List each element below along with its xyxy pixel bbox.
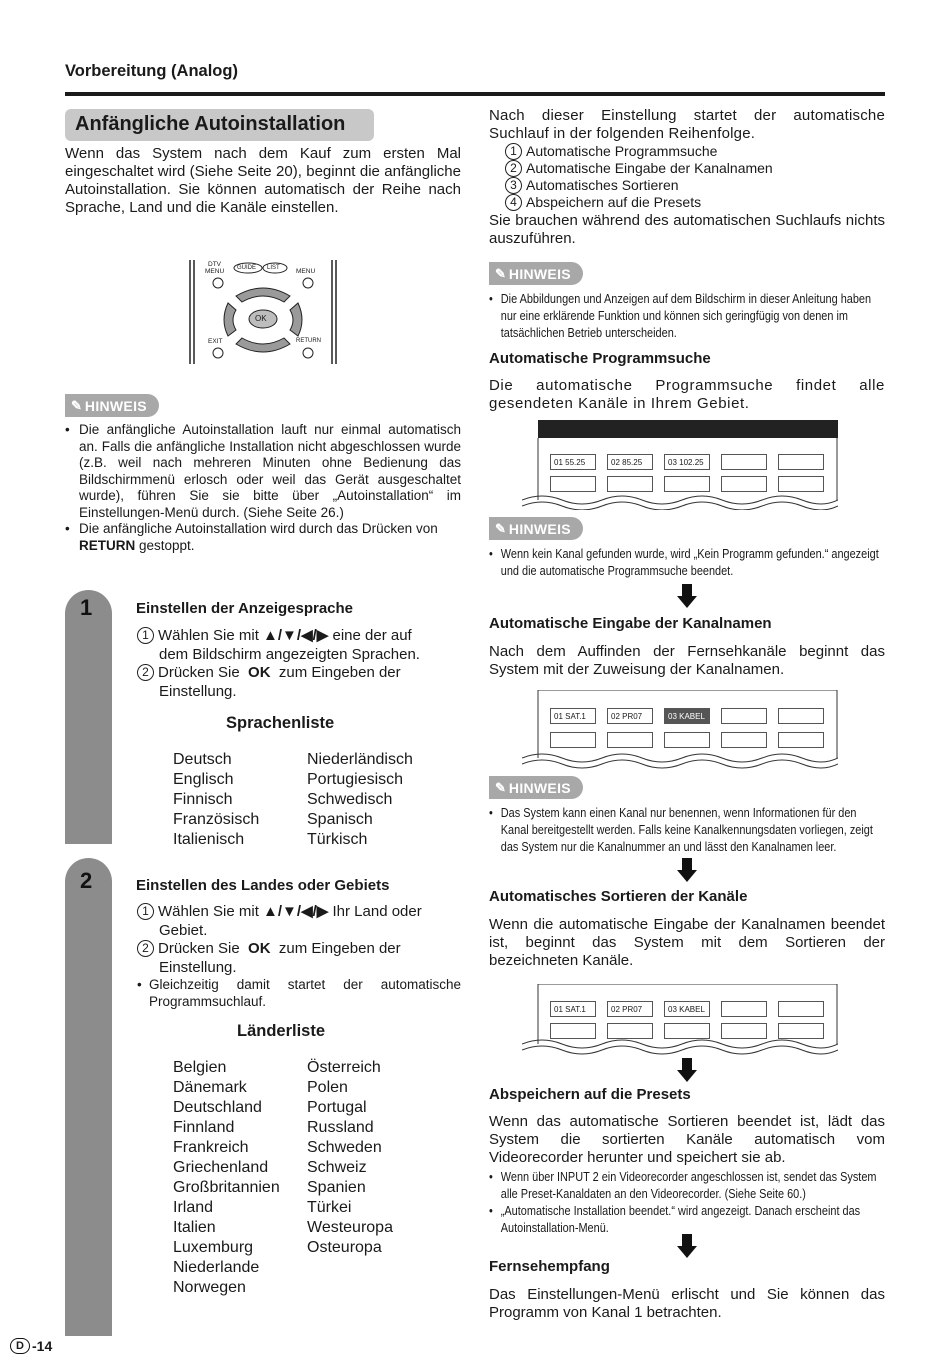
channel-cell: [664, 732, 710, 748]
channel-cell: 03 102.25: [664, 454, 710, 470]
channel-cell: [607, 1023, 653, 1039]
channel-cell: [664, 476, 710, 492]
hinweis-badge-right-1: ✎ HINWEIS: [489, 262, 583, 285]
list-item: Türkei: [307, 1199, 352, 1216]
s1-text: Die automatische Programmsuche findet alle gesendeten Kanäle in Ihrem Gebiet.: [489, 377, 885, 412]
language-list-col1: [173, 750, 259, 850]
channel-cell: 02 85.25: [607, 454, 653, 470]
hinweis-badge-right-2: ✎ HINWEIS: [489, 517, 583, 540]
note-left-item-1: • Die anfängliche Autoinstallation lauft nur einmal automatisch an. Falls die anfängliche Installation nicht abgeschlossen wurde (z.B. weil nach mehreren Minuten ohne Bedienung das Bildschirmmenü erlosch oder weil das Gerät ausgeschaltet wurde), führen Sie sie bitte über „Autoinstallation“ im Einstellungen-Menü durch. (Siehe Seite 26.): [65, 422, 461, 520]
screen-frame: [522, 984, 838, 1056]
s3-heading: Automatisches Sortieren der Kanäle: [489, 888, 748, 905]
paperclip-icon: ✎: [495, 265, 506, 281]
step1-heading: Einstellen der Anzeigesprache: [136, 600, 354, 617]
s4-text: Wenn das automatische Sortieren beendet ist, lädt das System die sortierten Kanäle automatisch vom Videorecorder herunter und speichert sie ab.: [489, 1113, 885, 1166]
list-item: Luxemburg: [173, 1239, 254, 1256]
channel-cell: [721, 476, 767, 492]
list-item: Norwegen: [173, 1279, 246, 1296]
s5-text: Das Einstellungen-Menü erlischt und Sie können das Programm von Kanal 1 betrachten.: [489, 1286, 885, 1321]
step1-instructions: [137, 627, 461, 701]
list-item: Großbritannien: [173, 1179, 280, 1196]
screen-programmsuche: [522, 420, 838, 510]
step1-line1-cont: dem Bildschirm angezeigten Sprachen.: [159, 645, 420, 663]
sequence-item: 1 Automatische Programmsuche: [505, 143, 773, 160]
list-item: Spanisch: [307, 811, 373, 828]
list-item: Deutsch: [173, 751, 232, 768]
list-item: Englisch: [173, 771, 234, 788]
paperclip-icon: ✎: [495, 520, 506, 536]
channel-cell: 01 55.25: [550, 454, 596, 470]
list-item: Russland: [307, 1119, 374, 1136]
channel-cell: [778, 454, 824, 470]
list-item: Schwedisch: [307, 791, 393, 808]
channel-cell: 02 PR07: [607, 708, 653, 724]
remote-list-label: LIST: [267, 265, 280, 271]
page-letter: D: [10, 1338, 30, 1354]
channel-cell: [664, 1023, 710, 1039]
intro-text: Wenn das System nach dem Kauf zum ersten Mal eingeschaltet wird (Siehe Seite 20), beginnt die anfängliche Autoinstallation. Sie können automatisch der Reihe nach Sprache, Land und die Kanäle einstellen.: [65, 145, 461, 216]
right-intro: Nach dieser Einstellung startet der automatische Suchlauf in der folgenden Reihenfolge.: [489, 107, 885, 142]
step1-line1: 1 Wählen Sie mit ▲/▼/◀/▶ eine der auf: [137, 627, 461, 646]
arrow-down-icon: [677, 1058, 697, 1082]
step2-line2: 2 Drücken Sie OK zum Eingeben der: [137, 940, 461, 959]
arrow-down-icon: [677, 1234, 697, 1258]
channel-cell: [778, 476, 824, 492]
s2-text: Nach dem Auffinden der Fernsehkanäle beginnt das System mit der Zuweisung der Kanalnamen.: [489, 643, 885, 678]
step2-heading: Einstellen des Landes oder Gebiets: [136, 877, 390, 894]
channel-cell: [550, 476, 596, 492]
circled-2: 2: [137, 664, 154, 681]
circled-1: 1: [137, 903, 154, 920]
list-item: Niederländisch: [307, 751, 413, 768]
remote-guide-label: GUIDE: [237, 265, 257, 271]
list-item: Portugiesisch: [307, 771, 404, 788]
hinweis-badge-left: ✎ HINWEIS: [65, 394, 159, 417]
step2-line2-cont: Einstellung.: [159, 958, 237, 976]
channel-cell: [721, 708, 767, 724]
channel-cell: [778, 732, 824, 748]
channel-cell: 02 PR07: [607, 1001, 653, 1017]
list-item: Osteuropa: [307, 1239, 382, 1256]
channel-cell: [721, 1001, 767, 1017]
list-item: Finnisch: [173, 791, 233, 808]
country-list-col2: [307, 1058, 393, 1258]
channel-cell: [778, 708, 824, 724]
list-item: Belgien: [173, 1059, 227, 1076]
list-item: Schweden: [307, 1139, 382, 1156]
list-item: Griechenland: [173, 1159, 269, 1176]
remote-illustration: [188, 258, 338, 366]
step2-bullet: • Gleichzeitig damit startet der automatische Programmsuchlauf.: [137, 977, 461, 1009]
channel-cell: [721, 1023, 767, 1039]
list-item: Finnland: [173, 1119, 235, 1136]
circled-1: 1: [137, 627, 154, 644]
remote-menu-left-label: MENU: [205, 268, 225, 275]
list-item: Portugal: [307, 1099, 367, 1116]
remote-return-label: RETURN: [296, 338, 321, 344]
list-item: Frankreich: [173, 1139, 249, 1156]
screen-kanalnamen: [522, 690, 838, 770]
list-item: Irland: [173, 1199, 214, 1216]
header-rule: [65, 92, 885, 96]
s2-heading: Automatische Eingabe der Kanalnamen: [489, 615, 772, 632]
channel-cell: [607, 476, 653, 492]
circled-2: 2: [137, 940, 154, 957]
channel-cell: [607, 732, 653, 748]
channel-cell: 03 KABEL: [664, 1001, 710, 1017]
list-item: Türkisch: [307, 831, 368, 848]
step2-line1-cont: Gebiet.: [159, 921, 208, 939]
step2-instructions: [137, 903, 461, 977]
list-item: Schweiz: [307, 1159, 367, 1176]
sequence-item: 4 Abspeichern auf die Presets: [505, 194, 773, 211]
page-number: [10, 1338, 52, 1354]
sequence-list: [505, 143, 773, 211]
list-item: Niederlande: [173, 1259, 260, 1276]
list-item: Westeuropa: [307, 1219, 393, 1236]
screen-sortieren: [522, 984, 838, 1056]
s3-text: Wenn die automatische Eingabe der Kanalnamen beendet ist, beginnt das System mit dem Sortieren der bezeichneten Kanäle.: [489, 916, 885, 969]
paperclip-icon: ✎: [495, 779, 506, 795]
page-number-text: -14: [32, 1338, 53, 1354]
note-left: [65, 422, 461, 554]
s1-heading: Automatische Programmsuche: [489, 350, 711, 367]
section-header: Vorbereitung (Analog): [65, 62, 238, 80]
hinweis-badge-right-3: ✎ HINWEIS: [489, 776, 583, 799]
channel-cell: [778, 1023, 824, 1039]
list-item: Italien: [173, 1219, 216, 1236]
country-list-title: Länderliste: [237, 1022, 326, 1040]
s4-bullets: • Wenn über INPUT 2 ein Videorecorder angeschlossen ist, sendet das System alle Preset-Kanaldaten an den Videorecorder. (Siehe Seite 60.) • „Automatische Installation beendet.“ wird angezeigt. Danach erscheint das Autoinstallation-Menü.: [489, 1169, 877, 1235]
screen-frame: [522, 690, 838, 770]
channel-cell: [550, 732, 596, 748]
sequence-item: 3 Automatisches Sortieren: [505, 177, 773, 194]
channel-cell: 01 SAT.1: [550, 1001, 596, 1017]
channel-cell: 01 SAT.1: [550, 708, 596, 724]
list-item: Italienisch: [173, 831, 245, 848]
channel-cell-selected: 03 KABEL: [664, 708, 710, 724]
step2-bar: [65, 858, 112, 1336]
s4-heading: Abspeichern auf die Presets: [489, 1086, 691, 1103]
remote-ok-label: OK: [255, 314, 267, 323]
step2-number: 2: [80, 868, 93, 893]
channel-cell: [550, 1023, 596, 1039]
channel-cell: [721, 732, 767, 748]
note-right-1: • Die Abbildungen und Anzeigen auf dem Bildschirm in dieser Anleitung haben nur eine erklärende Funktion und können sich geringfügig von denen im tatsächlichen Betrieb unterscheiden.: [489, 291, 872, 340]
step1-number: 1: [80, 595, 93, 620]
note-left-item-2: • Die anfängliche Autoinstallation wird durch das Drücken von RETURN gestoppt.: [65, 521, 438, 553]
list-item: Österreich: [307, 1059, 381, 1076]
note-right-3: • Das System kann einen Kanal nur benennen, wenn Informationen für den Kanal bereitgestellt werden. Falls keine Kanalkennungsdaten vorliegen, zeigt das System nur die Kanalnummer an und lässt den Kanalnamen leer.: [489, 805, 873, 854]
list-item: Spanien: [307, 1179, 366, 1196]
channel-cell: [721, 454, 767, 470]
note-right-2: • Wenn kein Kanal gefunden wurde, wird „Kein Programm gefunden.“ angezeigt und die automatische Programmsuche beendet.: [489, 546, 879, 578]
list-item: Deutschland: [173, 1099, 262, 1116]
remote-menu-right-label: MENU: [296, 268, 316, 275]
step2-line1: 1 Wählen Sie mit ▲/▼/◀/▶ Ihr Land oder: [137, 903, 461, 922]
channel-cell: [778, 1001, 824, 1017]
remote-dtv-label: DTV: [208, 261, 221, 268]
step1-line2-cont: Einstellung.: [159, 682, 237, 700]
arrow-down-icon: [677, 584, 697, 608]
language-list-col2: [307, 750, 413, 850]
paperclip-icon: ✎: [71, 397, 82, 413]
list-item: Polen: [307, 1079, 348, 1096]
list-item: Französisch: [173, 811, 260, 828]
right-after-text: Sie brauchen während des automatischen Suchlaufs nichts auszuführen.: [489, 212, 885, 247]
page-title: Anfängliche Autoinstallation: [75, 113, 346, 135]
list-item: Dänemark: [173, 1079, 247, 1096]
country-list-col1: [173, 1058, 280, 1298]
sequence-item: 2 Automatische Eingabe der Kanalnamen: [505, 160, 773, 177]
remote-exit-label: EXIT: [208, 338, 223, 345]
step1-bar: [65, 590, 112, 844]
arrow-down-icon: [677, 858, 697, 882]
step1-line2: 2 Drücken Sie OK zum Eingeben der: [137, 664, 461, 683]
language-list-title: Sprachenliste: [226, 714, 335, 732]
s5-heading: Fernsehempfang: [489, 1258, 610, 1275]
